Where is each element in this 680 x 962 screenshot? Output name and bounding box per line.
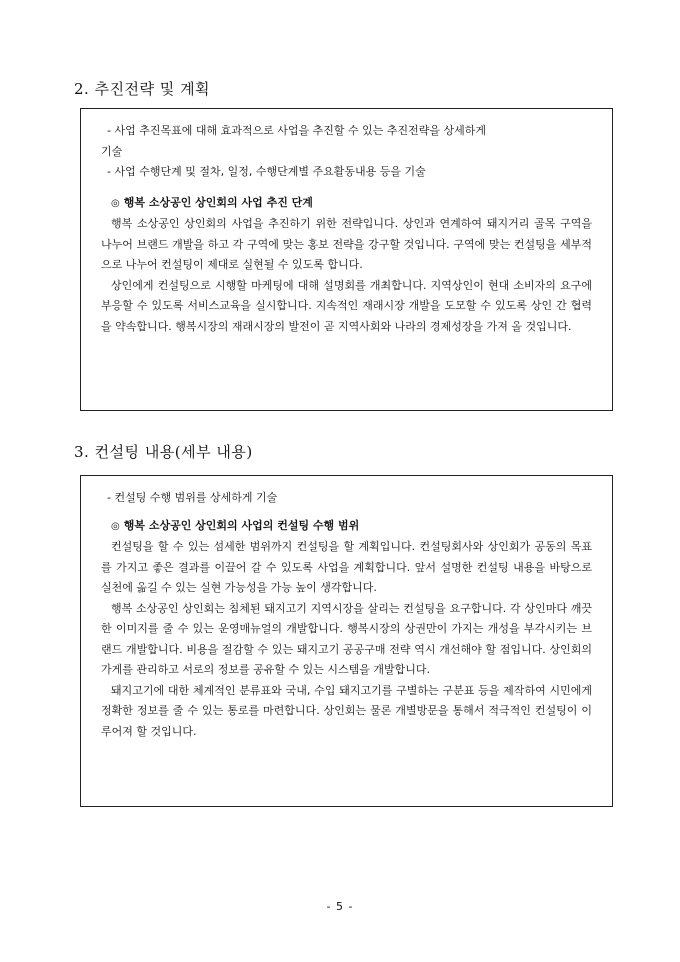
section-3-content-box — [80, 475, 613, 807]
section-2-heading: 2. 추진전략 및 계획 — [74, 80, 211, 98]
circle-bullet-icon: ◎ — [111, 520, 120, 532]
guide-line: - 사업 수행단계 및 절차, 일정, 수행단계별 주요활동내용 등을 기술 — [107, 165, 426, 178]
section-3-heading: 3. 컨설팅 내용(세부 내용) — [74, 443, 253, 461]
body-paragraph: 행복 소상공인 상인회의 사업을 추진하기 위한 전략입니다. 상인과 연계하여 돼지거리 골목 구역을 나누어 브랜드 개발을 하고 각 구역에 맞는 홍보 전략을 강구할 것입니다. 구역에 맞는 컨설팅을 세부적으로 나누어 컨설팅이 제대로 실현될 수 있도록 합니다. — [101, 217, 592, 271]
subheading-text: 행복 소상공인 상인회의 사업 추진 단계 — [123, 195, 313, 209]
body-paragraph: 컨설팅을 할 수 있는 섬세한 범위까지 컨설팅을 할 계획입니다. 컨설팅회사와 상인회가 공동의 목표를 가지고 좋은 결과를 이끌어 갈 수 있도록 사업을 계획합니다. 앞서 설명한 컨설팅 내용을 바탕으로 실천에 옮길 수 있는 실현 가능성을 가능 높이 생각합니다. — [101, 540, 592, 594]
guide-line: - 사업 추진목표에 대해 효과적으로 사업을 추진할 수 있는 추진전략을 상세하게 — [107, 124, 486, 137]
page-number: - 5 - — [326, 900, 354, 913]
section-2-subheading — [101, 193, 592, 215]
section-2-content-box — [80, 108, 613, 411]
guide-line: - 컨설팅 수행 범위를 상세하게 기술 — [107, 491, 278, 504]
section-3-subheading — [101, 516, 592, 538]
circle-bullet-icon: ◎ — [111, 197, 120, 209]
body-paragraph: 상인에게 컨설팅으로 시행할 마케팅에 대해 설명회를 개최합니다. 지역상인이 현대 소비자의 요구에 부응할 수 있도록 서비스교육을 실시합니다. 지속적인 재래시장 개발을 도모할 수 있도록 상인 간 협력을 약속합니다. 행복시장의 재래시장의 발전이 곧 지역사회와 나라의 경제성장을 가져 올 것입니다. — [101, 278, 592, 333]
body-paragraph: 행복 소상공인 상인회는 침체된 돼지고기 지역시장을 살리는 컨설팅을 요구합니다. 각 상인마다 깨끗한 이미지를 줄 수 있는 운영매뉴얼의 개발합니다. 행복시장의 상권만이 가지는 개성을 부각시키는 브랜드 개발합니다. 비용을 절감할 수 있는 돼지고기 공공구매 전략 역시 개선해야 할 점입니다. 상인회의 가게를 관리하고 서로의 정보를 공유할 수 있는 시스템을 개발합니다. — [101, 601, 592, 676]
body-paragraph: 돼지고기에 대한 체계적인 분류표와 국내, 수입 돼지고기를 구별하는 구분표 등을 제작하여 시민에게 정확한 정보를 줄 수 있는 통로를 마련합니다. 상인회는 물론 개별방문을 통해서 적극적인 컨설팅이 이루어져 할 것입니다. — [101, 683, 592, 738]
guide-line: 기술 — [101, 144, 123, 158]
subheading-text: 행복 소상공인 상인회의 사업의 컨설팅 수행 범위 — [123, 518, 360, 532]
